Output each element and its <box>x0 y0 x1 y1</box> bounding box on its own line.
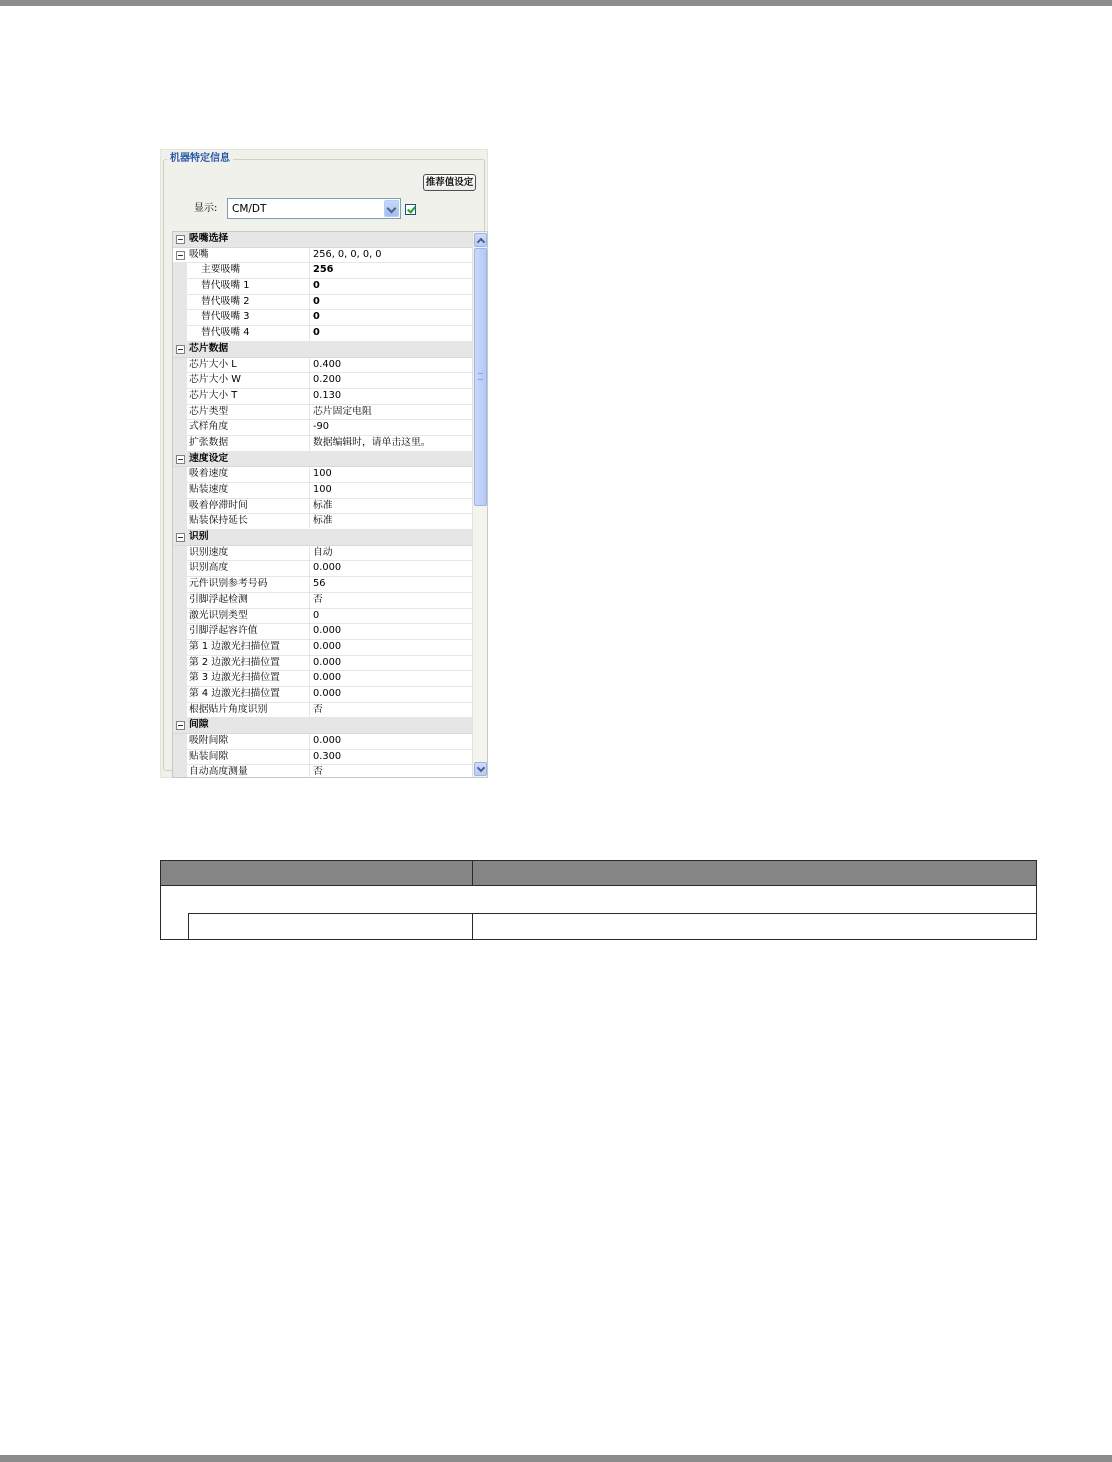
recommended-values-button[interactable]: 推荐值设定 <box>423 174 476 191</box>
property-row[interactable] <box>173 624 487 640</box>
row-gutter <box>173 609 187 624</box>
table-header-cell <box>473 861 1036 885</box>
collapse-minus-icon[interactable] <box>176 455 185 464</box>
property-row[interactable] <box>173 279 487 295</box>
display-select[interactable] <box>227 198 401 219</box>
property-value[interactable]: 否 <box>309 703 471 718</box>
row-gutter <box>173 420 187 435</box>
table-header-cell <box>161 861 473 885</box>
property-label: 第 1 边激光扫描位置 <box>189 640 280 652</box>
property-label: 吸附间隙 <box>189 735 229 746</box>
section-header[interactable] <box>173 232 487 248</box>
property-label: 贴装间隙 <box>189 750 229 762</box>
property-row[interactable] <box>173 263 487 279</box>
row-gutter <box>173 358 187 373</box>
property-value[interactable]: 0.000 <box>309 561 471 576</box>
property-label: 激光识别类型 <box>189 609 248 621</box>
property-label: 吸嘴 <box>189 248 209 260</box>
property-row[interactable] <box>173 373 487 389</box>
collapse-minus-icon[interactable] <box>176 345 185 354</box>
property-row[interactable] <box>173 248 487 264</box>
collapse-minus-icon[interactable] <box>176 235 185 244</box>
property-value[interactable]: 0.000 <box>309 640 471 655</box>
vertical-scrollbar[interactable] <box>472 232 487 777</box>
property-value[interactable]: 否 <box>309 593 471 608</box>
property-label: 识别速度 <box>189 546 229 558</box>
property-row[interactable] <box>173 546 487 562</box>
row-gutter <box>173 750 187 765</box>
section-header[interactable] <box>173 452 487 468</box>
property-row[interactable] <box>173 436 487 452</box>
section-title: 芯片数据 <box>189 342 229 354</box>
property-label: 芯片大小 W <box>189 374 241 386</box>
arrow-up-icon[interactable] <box>474 233 487 247</box>
row-gutter <box>173 467 187 482</box>
row-gutter <box>173 373 187 388</box>
collapse-minus-icon[interactable] <box>176 721 185 730</box>
property-value[interactable]: 100 <box>309 467 471 482</box>
property-value[interactable]: 自动 <box>309 546 471 561</box>
property-label: 替代吸嘴 2 <box>201 295 250 307</box>
row-gutter <box>173 593 187 608</box>
row-gutter <box>173 561 187 576</box>
section-header[interactable] <box>173 718 487 734</box>
property-label: 第 2 边激光扫描位置 <box>189 656 280 668</box>
property-value[interactable]: 0.400 <box>309 358 471 373</box>
property-value[interactable]: 256, 0, 0, 0, 0 <box>309 248 471 263</box>
row-gutter <box>173 734 187 749</box>
property-row[interactable] <box>173 295 487 311</box>
property-value[interactable]: -90 <box>309 420 471 435</box>
property-label: 贴装速度 <box>189 484 229 495</box>
chevron-down-icon[interactable] <box>384 200 399 217</box>
row-gutter <box>173 640 187 655</box>
section-title: 速度设定 <box>189 452 229 464</box>
property-value[interactable]: 0 <box>309 310 471 325</box>
property-row[interactable] <box>173 765 487 778</box>
property-value[interactable]: 0 <box>309 326 471 341</box>
row-gutter <box>173 687 187 702</box>
row-gutter <box>173 436 187 451</box>
property-row[interactable] <box>173 420 487 436</box>
row-gutter <box>173 546 187 561</box>
property-label: 扩张数据 <box>189 436 229 448</box>
property-row[interactable] <box>173 671 487 687</box>
property-value[interactable]: 0.200 <box>309 373 471 388</box>
property-row[interactable] <box>173 467 487 483</box>
property-value[interactable]: 标准 <box>309 499 471 514</box>
property-label: 第 3 边激光扫描位置 <box>189 672 280 684</box>
property-label: 替代吸嘴 1 <box>201 280 250 292</box>
property-row[interactable] <box>173 577 487 593</box>
table-column-divider <box>472 914 473 940</box>
property-value[interactable]: 0 <box>309 295 471 310</box>
property-label: 自动高度测量 <box>189 766 248 778</box>
property-value[interactable]: 56 <box>309 577 471 592</box>
property-value[interactable]: 256 <box>309 263 471 278</box>
property-grid-rows <box>173 232 487 778</box>
section-header[interactable] <box>173 342 487 358</box>
page-bottom-bar <box>0 1455 1112 1462</box>
property-value[interactable]: 芯片固定电阻 <box>309 405 471 420</box>
property-label: 芯片大小 T <box>189 389 238 401</box>
table-header-row <box>160 860 1037 886</box>
row-gutter <box>173 577 187 592</box>
property-value[interactable]: 0 <box>309 609 471 624</box>
row-gutter <box>173 310 187 325</box>
row-gutter <box>173 389 187 404</box>
property-value[interactable]: 100 <box>309 483 471 498</box>
row-gutter <box>173 326 187 341</box>
row-gutter <box>173 499 187 514</box>
page-top-bar <box>0 0 1112 6</box>
property-value[interactable]: 0.000 <box>309 656 471 671</box>
property-label: 引脚浮起容许值 <box>189 625 258 637</box>
row-gutter <box>173 671 187 686</box>
row-gutter <box>173 405 187 420</box>
property-value[interactable]: 数据编辑时，请单击这里。 <box>309 436 471 451</box>
property-value[interactable]: 0 <box>309 279 471 294</box>
property-label: 吸着停滞时间 <box>189 499 248 511</box>
property-value[interactable]: 标准 <box>309 514 471 529</box>
row-gutter <box>173 295 187 310</box>
table-subrow <box>188 913 1037 940</box>
property-value[interactable]: 0.000 <box>309 624 471 639</box>
property-value[interactable]: 0.000 <box>309 687 471 702</box>
row-gutter <box>173 279 187 294</box>
machine-info-panel <box>160 149 488 778</box>
row-gutter <box>173 514 187 529</box>
property-row[interactable] <box>173 609 487 625</box>
property-label: 主要吸嘴 <box>201 264 241 276</box>
property-row[interactable] <box>173 750 487 766</box>
property-row[interactable] <box>173 310 487 326</box>
property-label: 芯片类型 <box>189 405 229 417</box>
property-row[interactable] <box>173 640 487 656</box>
section-title: 间隙 <box>189 719 209 731</box>
property-row[interactable] <box>173 656 487 672</box>
property-label: 根据贴片角度识别 <box>189 703 268 715</box>
property-label: 替代吸嘴 3 <box>201 311 250 323</box>
property-row[interactable] <box>173 687 487 703</box>
property-row[interactable] <box>173 514 487 530</box>
row-gutter <box>173 263 187 278</box>
row-gutter <box>173 656 187 671</box>
property-row[interactable] <box>173 405 487 421</box>
row-gutter <box>173 703 187 718</box>
property-label: 识别高度 <box>189 562 229 574</box>
property-row[interactable] <box>173 593 487 609</box>
blank-table <box>160 860 1037 940</box>
property-grid <box>172 231 488 778</box>
property-label: 芯片大小 L <box>189 358 237 370</box>
property-row[interactable] <box>173 389 487 405</box>
property-row[interactable] <box>173 483 487 499</box>
row-gutter <box>173 624 187 639</box>
section-header[interactable] <box>173 530 487 546</box>
property-value[interactable]: 0.000 <box>309 671 471 686</box>
display-select-value: CM/DT <box>232 203 267 215</box>
section-title: 吸嘴选择 <box>189 233 229 244</box>
property-label: 引脚浮起检测 <box>189 593 248 605</box>
property-label: 吸着速度 <box>189 468 229 480</box>
property-row[interactable] <box>173 703 487 719</box>
property-row[interactable] <box>173 499 487 515</box>
property-label: 元件识别参考号码 <box>189 578 268 590</box>
property-value[interactable]: 0.130 <box>309 389 471 404</box>
property-label: 贴装保持延长 <box>189 515 248 527</box>
arrow-down-icon[interactable] <box>474 762 487 776</box>
display-checkbox[interactable] <box>405 204 416 215</box>
row-gutter <box>173 765 187 778</box>
property-value[interactable]: 0.000 <box>309 734 471 749</box>
property-row[interactable] <box>173 358 487 374</box>
property-label: 替代吸嘴 4 <box>201 327 250 339</box>
row-gutter <box>173 483 187 498</box>
property-label: 第 4 边激光扫描位置 <box>189 687 280 699</box>
property-row[interactable] <box>173 561 487 577</box>
property-row[interactable] <box>173 734 487 750</box>
collapse-minus-icon[interactable] <box>176 533 185 542</box>
scroll-thumb[interactable] <box>474 248 487 506</box>
property-value[interactable]: 0.300 <box>309 750 471 765</box>
display-label: 显示: <box>194 203 218 214</box>
collapse-minus-icon[interactable] <box>176 251 185 260</box>
property-label: 式样角度 <box>189 421 229 433</box>
section-title: 识别 <box>189 531 209 543</box>
group-box-title: 机器特定信息 <box>167 153 233 165</box>
property-row[interactable] <box>173 326 487 342</box>
property-value[interactable]: 否 <box>309 765 471 778</box>
